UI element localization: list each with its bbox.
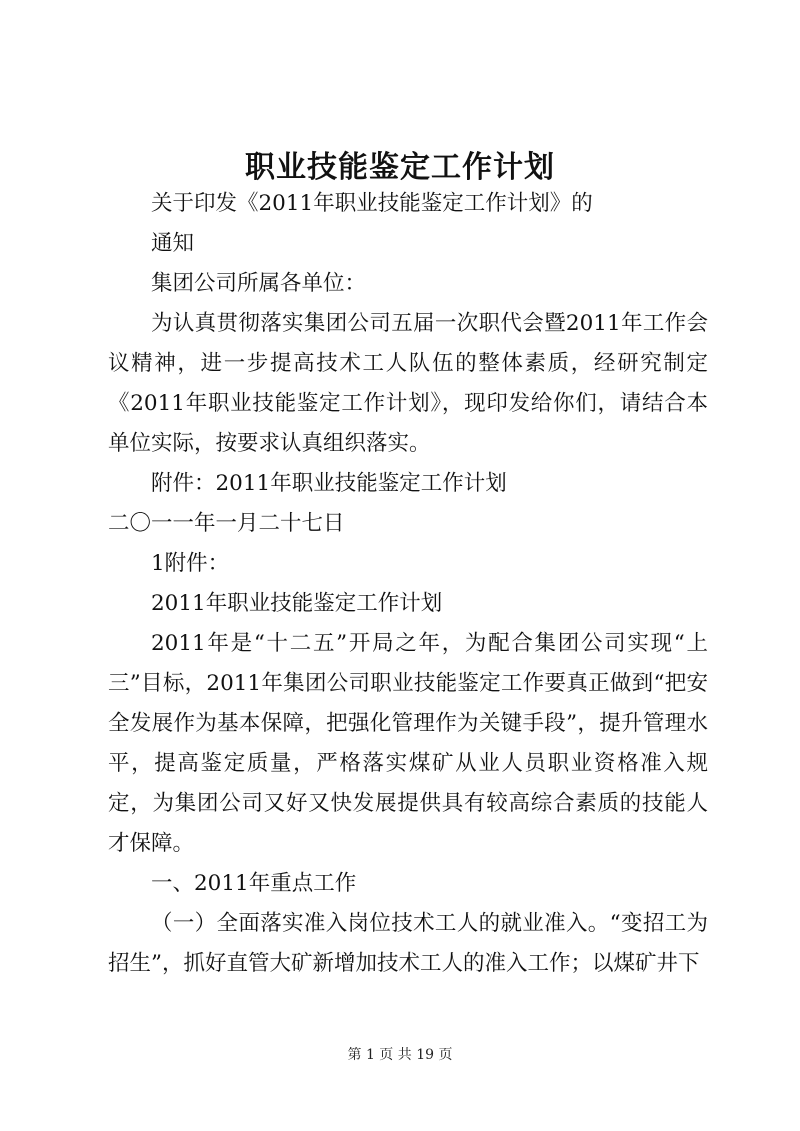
paragraph-notice-body: 为认真贯彻落实集团公司五届一次职代会暨2011年工作会议精神，进一步提高技术工人队伍的整体素质，经研究制定《2011年职业技能鉴定工作计划》，现印发给你们，请结合本单位实际，按要求认真组织落实。: [108, 311, 708, 456]
paragraph-addressee: 集团公司所属各单位：: [151, 271, 367, 296]
paragraph-notice-title-line2: 通知: [151, 231, 195, 256]
paragraph-attachment: 附件：2011年职业技能鉴定工作计划: [151, 471, 507, 496]
document-body: [108, 184, 708, 984]
paragraph-plan-intro: 2011年是“十二五”开局之年，为配合集团公司实现“上三”目标，2011年集团公司职业技能鉴定工作要真正做到“把安全发展作为基本保障，把强化管理作为关键手段”，提升管理水平，提高鉴定质量，严格落实煤矿从业人员职业资格准入规定，为集团公司又好又快发展提供具有较高综合素质的技能人才保障。: [108, 631, 708, 856]
paragraph-notice-title-line1: 关于印发《2011年职业技能鉴定工作计划》的: [151, 191, 593, 216]
paragraph-attachment-label: 1附件：: [151, 551, 230, 576]
paragraph-section-heading: 一、2011年重点工作: [151, 871, 357, 896]
page-number-footer: 第 1 页 共 19 页: [347, 1047, 453, 1063]
paragraph-section-item-1: （一）全面落实准入岗位技术工人的就业准入。“变招工为招生”，抓好直管大矿新增加技术工人的准入工作；以煤矿井下: [108, 911, 708, 976]
document-title: 职业技能鉴定工作计划: [245, 150, 555, 185]
paragraph-date: 二〇一一年一月二十七日: [108, 511, 345, 536]
paragraph-plan-title: 2011年职业技能鉴定工作计划: [151, 591, 443, 616]
